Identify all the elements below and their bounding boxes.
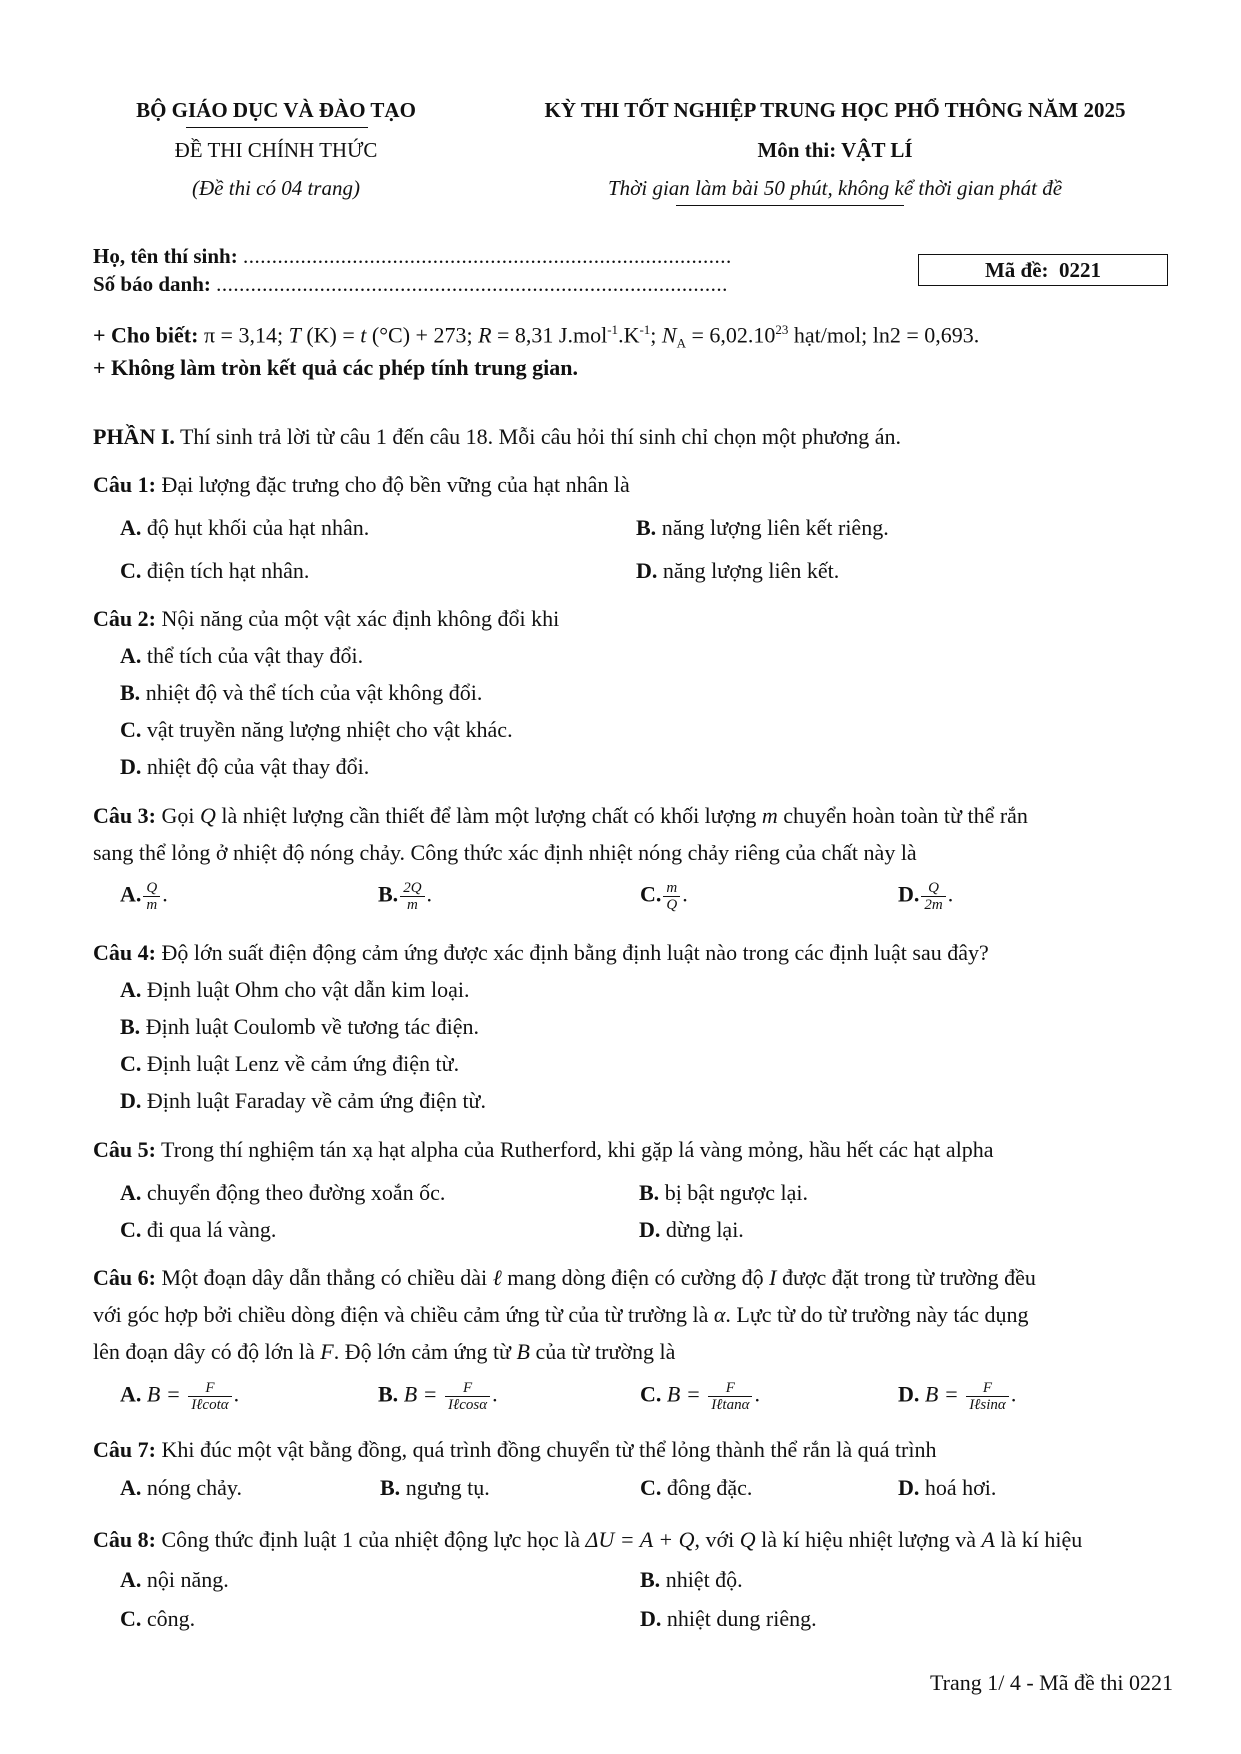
q3-option-c[interactable]: C. $\frac{m}{Q}$ . — [640, 880, 688, 913]
fraction — [708, 1380, 752, 1413]
fraction-denominator: m — [146, 897, 158, 913]
ministry-name: BỘ GIÁO DỤC VÀ ĐÀO TẠO — [136, 98, 416, 122]
q8-formula: ΔU = A + Q — [585, 1527, 695, 1552]
q6-var-f: F — [320, 1339, 334, 1364]
q6-var-b: B — [516, 1339, 530, 1364]
option-letter: C. — [120, 1606, 142, 1631]
option-text: nội năng. — [146, 1567, 229, 1592]
q6-text-6: lên đoạn dây có độ lớn là — [93, 1339, 321, 1364]
q8-text-4: là kí hiệu — [994, 1527, 1083, 1552]
q5-option-b[interactable] — [639, 1180, 808, 1206]
q6-text-5: . Lực từ do từ trường này tác dụng — [725, 1302, 1029, 1327]
fraction-numerator: F — [445, 1380, 490, 1397]
q5-label: Câu 5: — [93, 1137, 156, 1162]
q4-option-b[interactable] — [120, 1014, 479, 1040]
q3-label: Câu 3: — [93, 803, 156, 828]
q3-text-2: là nhiệt lượng cần thiết để làm một lượng chất có khối lượng — [215, 803, 762, 828]
candidate-name-label: Họ, tên thí sinh: — [93, 244, 238, 268]
option-text: năng lượng liên kết riêng. — [661, 515, 889, 540]
given-T-mid: (K) = — [300, 322, 361, 348]
question-8 — [93, 1527, 1082, 1553]
option-letter: D. — [898, 1381, 920, 1407]
q6-text-7: . Độ lớn cảm ứng từ — [333, 1339, 517, 1364]
given-prefix: + Cho biết: — [93, 322, 199, 348]
q1-label: Câu 1: — [93, 472, 156, 497]
q6-text-2: mang dòng điện có cường độ — [501, 1265, 770, 1290]
given-R-k: .K — [618, 322, 640, 348]
q5-option-d[interactable] — [639, 1217, 744, 1243]
q6-text-1: Một đoạn dây dẫn thẳng có chiều dài — [155, 1265, 493, 1290]
q6-text-8: của từ trường là — [529, 1339, 676, 1364]
option-letter: D. — [898, 1475, 920, 1500]
given-NA: N — [661, 322, 677, 348]
q6-option-b[interactable]: B. B = $\frac{F}{\text{Iℓcosα}}$ . — [378, 1380, 498, 1413]
option-letter: B. — [639, 1180, 660, 1205]
q2-label: Câu 2: — [93, 606, 156, 631]
option-letter: A. — [120, 977, 142, 1002]
q1-option-d[interactable] — [636, 558, 839, 584]
option-letter: B. — [378, 1381, 399, 1407]
q4-text: Độ lớn suất điện động cảm ứng được xác định bằng định luật nào trong các định luật sau đây? — [155, 940, 989, 965]
question-1 — [93, 472, 630, 498]
q8-option-a[interactable] — [120, 1567, 229, 1593]
q5-option-a[interactable] — [120, 1180, 445, 1206]
fraction-denominator: Q — [666, 897, 678, 913]
q6-var-l: ℓ — [492, 1265, 502, 1290]
option-text: Định luật Ohm cho vật dẫn kim loại. — [146, 977, 470, 1002]
q8-var-a: A — [981, 1527, 995, 1552]
option-letter: D. — [639, 1217, 661, 1242]
q6-option-c[interactable]: C. B = $\frac{F}{\text{Iℓtanα}}$ . — [640, 1380, 760, 1413]
q7-option-a[interactable] — [120, 1475, 242, 1501]
option-letter: D. — [898, 881, 920, 907]
option-letter: D. — [640, 1606, 662, 1631]
formula-lhs: B = — [924, 1381, 965, 1407]
q6-var-i: I — [769, 1265, 777, 1290]
q8-text-3: là kí hiệu nhiệt lượng và — [755, 1527, 982, 1552]
option-letter: C. — [120, 1217, 142, 1242]
fraction-denominator: Iℓcosα — [447, 1397, 488, 1413]
question-5 — [93, 1137, 994, 1163]
fraction — [445, 1380, 490, 1413]
option-letter: A. — [120, 1381, 142, 1407]
option-text: đi qua lá vàng. — [146, 1217, 277, 1242]
q8-text-1: Công thức định luật 1 của nhiệt động lực học là — [155, 1527, 586, 1552]
candidate-id-dots: ......................................................................................... — [216, 272, 728, 296]
option-text: nóng chảy. — [146, 1475, 242, 1500]
fraction-numerator: F — [188, 1380, 231, 1397]
formula-lhs: B = — [666, 1381, 707, 1407]
q7-label: Câu 7: — [93, 1437, 156, 1462]
q6-text-3: được đặt trong từ trường đều — [776, 1265, 1036, 1290]
q3-option-d[interactable]: D. $\frac{Q}{2m}$ . — [898, 880, 954, 913]
option-text: đông đặc. — [666, 1475, 753, 1500]
time-note: Thời gian làm bài 50 phút, không kể thời gian phát đề — [607, 176, 1063, 200]
given-NA-exp: 23 — [775, 322, 789, 337]
option-text: Định luật Faraday về cảm ứng điện từ. — [146, 1088, 486, 1113]
option-letter: C. — [640, 1475, 662, 1500]
fraction-denominator: m — [406, 897, 418, 913]
fraction-denominator: Iℓcotα — [191, 1397, 229, 1413]
given-T-end: (°C) + 273; — [366, 322, 473, 348]
candidate-name-line — [93, 244, 732, 269]
fraction-denominator: Iℓtanα — [711, 1397, 750, 1413]
q8-option-c[interactable] — [120, 1606, 195, 1632]
q8-option-b[interactable] — [640, 1567, 743, 1593]
q3-var-q: Q — [199, 803, 216, 828]
q2-option-d[interactable] — [120, 754, 369, 780]
q2-option-c[interactable] — [120, 717, 513, 743]
option-letter: B. — [120, 680, 141, 705]
fraction-numerator: m — [663, 880, 680, 897]
fraction-numerator: 2Q — [400, 880, 424, 897]
option-letter: C. — [120, 717, 142, 742]
question-2 — [93, 606, 559, 632]
page-footer: Trang 1/ 4 - Mã đề thi 0221 — [929, 1670, 1173, 1695]
q1-option-b[interactable] — [636, 515, 889, 541]
option-letter: A. — [120, 881, 142, 907]
subject-name: VẬT LÍ — [841, 138, 913, 162]
option-letter: B. — [120, 1014, 141, 1039]
time-underline — [676, 205, 904, 206]
option-text: Định luật Coulomb về tương tác điện. — [145, 1014, 480, 1039]
exam-code-label: Mã đề: — [984, 258, 1049, 282]
option-text: nhiệt độ. — [665, 1567, 743, 1592]
q6-var-alpha: α — [713, 1302, 726, 1327]
q2-text: Nội năng của một vật xác định không đổi khi — [155, 606, 560, 631]
option-letter: C. — [120, 1051, 142, 1076]
exam-code: 0221 — [1059, 258, 1102, 282]
q3-text-3: chuyển hoàn toàn từ thể rắn — [777, 803, 1028, 828]
q7-text: Khi đúc một vật bằng đồng, quá trình đồng chuyển từ thể lỏng thành thể rắn là quá trình — [155, 1437, 937, 1462]
q8-var-q: Q — [739, 1527, 756, 1552]
candidate-id-line — [93, 272, 728, 297]
pages-note: (Đề thi có 04 trang) — [192, 176, 360, 200]
fraction-numerator: F — [708, 1380, 752, 1397]
given-R-exp2: -1 — [639, 322, 651, 337]
q6-option-a[interactable]: A. B = $\frac{F}{\text{Iℓcotα}}$ . — [120, 1380, 240, 1413]
question-3 — [93, 803, 1028, 829]
option-text: vật truyền năng lượng nhiệt cho vật khác. — [146, 717, 513, 742]
given-R: R — [478, 322, 492, 348]
formula-lhs: B = — [403, 1381, 443, 1407]
q3-var-m: m — [761, 803, 778, 828]
given-NA-end: hạt/mol; ln2 = 0,693. — [788, 322, 980, 348]
given-R-val: = 8,31 J.mol — [491, 322, 608, 348]
exam-title: KỲ THI TỐT NGHIỆP TRUNG HỌC PHỔ THÔNG NĂM 2025 — [544, 98, 1126, 122]
given-NA-sub: A — [676, 335, 686, 351]
q6-option-d[interactable]: D. B = $\frac{F}{\text{Iℓsinα}}$ . — [898, 1380, 1017, 1413]
candidate-id-label: Số báo danh: — [93, 272, 211, 296]
q3-text-1: Gọi — [155, 803, 200, 828]
no-rounding-note: + Không làm tròn kết quả các phép tính trung gian. — [93, 355, 578, 380]
option-text: Định luật Lenz về cảm ứng điện từ. — [146, 1051, 460, 1076]
option-text: năng lượng liên kết. — [662, 558, 840, 583]
fraction — [966, 1380, 1009, 1413]
fraction — [921, 880, 945, 913]
option-letter: A. — [120, 515, 142, 540]
option-text: nhiệt độ và thể tích của vật không đổi. — [145, 680, 483, 705]
option-text: thể tích của vật thay đổi. — [146, 643, 364, 668]
q3-option-b[interactable]: B. $\frac{2Q}{m}$ . — [378, 880, 433, 913]
fraction-numerator: F — [966, 1380, 1009, 1397]
part1-text: Thí sinh trả lời từ câu 1 đến câu 18. Mỗi câu hỏi thí sinh chỉ chọn một phương án. — [174, 424, 902, 449]
q8-text-2: , với — [694, 1527, 740, 1552]
q6-label: Câu 6: — [93, 1265, 156, 1290]
q7-option-d[interactable] — [898, 1475, 996, 1501]
option-letter: B. — [380, 1475, 401, 1500]
option-letter: A. — [120, 1475, 142, 1500]
fraction-denominator: Iℓsinα — [969, 1397, 1006, 1413]
option-text: dừng lại. — [665, 1217, 744, 1242]
option-letter: A. — [120, 643, 142, 668]
option-letter: A. — [120, 1567, 142, 1592]
fraction-numerator: Q — [143, 880, 160, 897]
q4-option-d[interactable] — [120, 1088, 486, 1114]
option-letter: B. — [636, 515, 657, 540]
q2-option-a[interactable] — [120, 643, 363, 669]
option-text: bị bật ngược lại. — [664, 1180, 808, 1205]
fraction-numerator: Q — [921, 880, 945, 897]
official-label: ĐỀ THI CHÍNH THỨC — [174, 138, 378, 162]
q1-option-a[interactable] — [120, 515, 369, 541]
option-text: ngưng tụ. — [405, 1475, 490, 1500]
q7-option-c[interactable] — [640, 1475, 752, 1501]
option-letter: D. — [636, 558, 658, 583]
part1-heading — [93, 424, 901, 450]
q6-line-2 — [93, 1302, 1029, 1328]
question-6 — [93, 1265, 1036, 1291]
given-T: T — [288, 322, 301, 348]
option-letter: D. — [120, 1088, 142, 1113]
option-letter: A. — [120, 1180, 142, 1205]
option-text: nhiệt độ của vật thay đổi. — [146, 754, 370, 779]
q8-option-d[interactable] — [640, 1606, 817, 1632]
ministry-underline — [186, 127, 368, 128]
given-t: t — [360, 322, 367, 348]
option-text: độ hụt khối của hạt nhân. — [146, 515, 370, 540]
q3-option-a[interactable]: A. $\frac{Q}{m}$ . — [120, 880, 168, 913]
question-4 — [93, 940, 989, 966]
given-R-end: ; — [650, 322, 657, 348]
q5-option-c[interactable] — [120, 1217, 276, 1243]
given-pi: π = 3,14; — [203, 322, 284, 348]
q1-text: Đại lượng đặc trưng cho độ bền vững của hạt nhân là — [155, 472, 630, 497]
q2-option-b[interactable] — [120, 680, 482, 706]
formula-lhs: B = — [146, 1381, 187, 1407]
q4-option-c[interactable] — [120, 1051, 459, 1077]
candidate-name-dots: ..................................................................................... — [242, 244, 732, 268]
fraction — [188, 1380, 231, 1413]
fraction — [400, 880, 424, 913]
option-letter: C. — [120, 558, 142, 583]
option-letter: C. — [640, 1381, 662, 1407]
subject-label: Môn thi: — [757, 138, 837, 162]
option-letter: D. — [120, 754, 142, 779]
q7-option-b[interactable] — [380, 1475, 490, 1501]
option-text: điện tích hạt nhân. — [146, 558, 310, 583]
given-NA-val: = 6,02.10 — [686, 322, 776, 348]
option-text: chuyển động theo đường xoắn ốc. — [146, 1180, 446, 1205]
fraction — [143, 880, 160, 913]
exam-code-box — [918, 254, 1168, 286]
q5-text: Trong thí nghiệm tán xạ hạt alpha của Rutherford, khi gặp lá vàng mỏng, hầu hết các hạt alpha — [155, 1137, 994, 1162]
q6-line-3 — [93, 1339, 675, 1365]
option-text: nhiệt dung riêng. — [666, 1606, 817, 1631]
option-letter: B. — [640, 1567, 661, 1592]
option-text: hoá hơi. — [924, 1475, 997, 1500]
q4-option-a[interactable] — [120, 977, 470, 1003]
q8-label: Câu 8: — [93, 1527, 156, 1552]
option-text: công. — [146, 1606, 196, 1631]
given-R-exp1: -1 — [607, 322, 619, 337]
given-constants — [93, 322, 979, 352]
fraction — [663, 880, 680, 913]
subject-line — [500, 138, 1170, 163]
question-7 — [93, 1437, 937, 1463]
q1-option-c[interactable] — [120, 558, 309, 584]
q4-label: Câu 4: — [93, 940, 156, 965]
part1-label: PHẦN I. — [93, 424, 175, 449]
fraction-denominator: 2m — [924, 897, 943, 913]
option-letter: B. — [378, 881, 399, 907]
option-letter: C. — [640, 881, 662, 907]
q3-line-2: sang thể lỏng ở nhiệt độ nóng chảy. Công thức xác định nhiệt nóng chảy riêng của chất này là — [93, 840, 917, 865]
q6-text-4: với góc hợp bởi chiều dòng điện và chiều cảm ứng từ của từ trường là — [93, 1302, 714, 1327]
